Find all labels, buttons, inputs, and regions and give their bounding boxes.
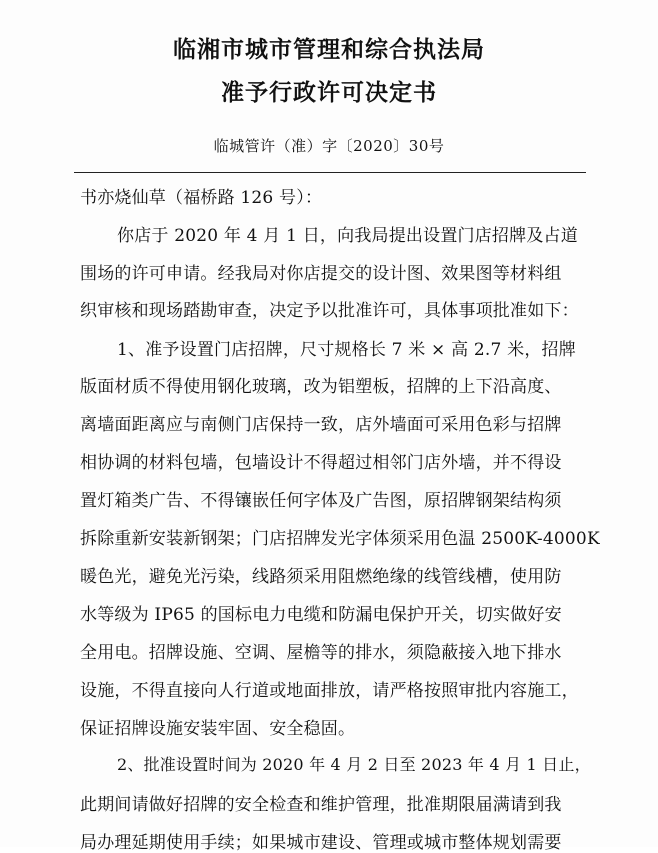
header-divider xyxy=(74,172,586,173)
body-line: 2、批准设置时间为 2020 年 4 月 2 日至 2023 年 4 月 1 日止， xyxy=(117,755,591,774)
body-line: 局办理延期使用手续；如果城市建设、管理或城市整体规划需要 xyxy=(80,833,562,853)
body-line: 你店于 2020 年 4 月 1 日，向我局提出设置门店招牌及占道 xyxy=(117,226,578,246)
body-line: 保证招牌设施安装牢固、安全稳固。 xyxy=(80,719,356,739)
agency-title: 临湘市城市管理和综合执法局 xyxy=(173,37,485,63)
body-line: 相协调的材料包墙，包墙设计不得超过相邻门店外墙，并不得设 xyxy=(80,453,562,473)
body-line: 此期间请做好招牌的安全检查和维护管理，批准期限届满请到我 xyxy=(80,795,562,815)
document-number: 临城管许（准）字〔2020〕30号 xyxy=(213,137,445,155)
body-line: 1、准予设置门店招牌，尺寸规格长 7 米 × 高 2.7 米，招牌 xyxy=(117,340,576,360)
body-line: 置灯箱类广告、不得镶嵌任何字体及广告图，原招牌钢架结构须 xyxy=(80,491,562,511)
document-type-title: 准予行政许可决定书 xyxy=(221,80,437,106)
body-line: 离墙面距离应与南侧门店保持一致，店外墙面可采用色彩与招牌 xyxy=(80,415,562,435)
body-line: 拆除重新安装新钢架；门店招牌发光字体须采用色温 2500K-4000K xyxy=(80,529,600,549)
body-line: 全用电。招牌设施、空调、屋檐等的排水，须隐蔽接入地下排水 xyxy=(80,643,562,663)
body-line: 水等级为 IP65 的国标电力电缆和防漏电保护开关，切实做好安 xyxy=(80,605,562,625)
body-line: 版面材质不得使用钢化玻璃，改为铝塑板，招牌的上下沿高度、 xyxy=(80,377,562,397)
body-line: 暖色光，避免光污染，线路须采用阻燃绝缘的线管线槽，使用防 xyxy=(80,567,562,587)
body-line: 设施，不得直接向人行道或地面排放，请严格按照审批内容施工， xyxy=(80,681,579,701)
body-line: 织审核和现场踏勘审查，决定予以批准许可，具体事项批准如下： xyxy=(80,301,579,321)
body-line: 围场的许可申请。经我局对你店提交的设计图、效果图等材料组 xyxy=(80,264,562,284)
recipient-line: 书亦烧仙草（福桥路 126 号）： xyxy=(80,188,323,208)
